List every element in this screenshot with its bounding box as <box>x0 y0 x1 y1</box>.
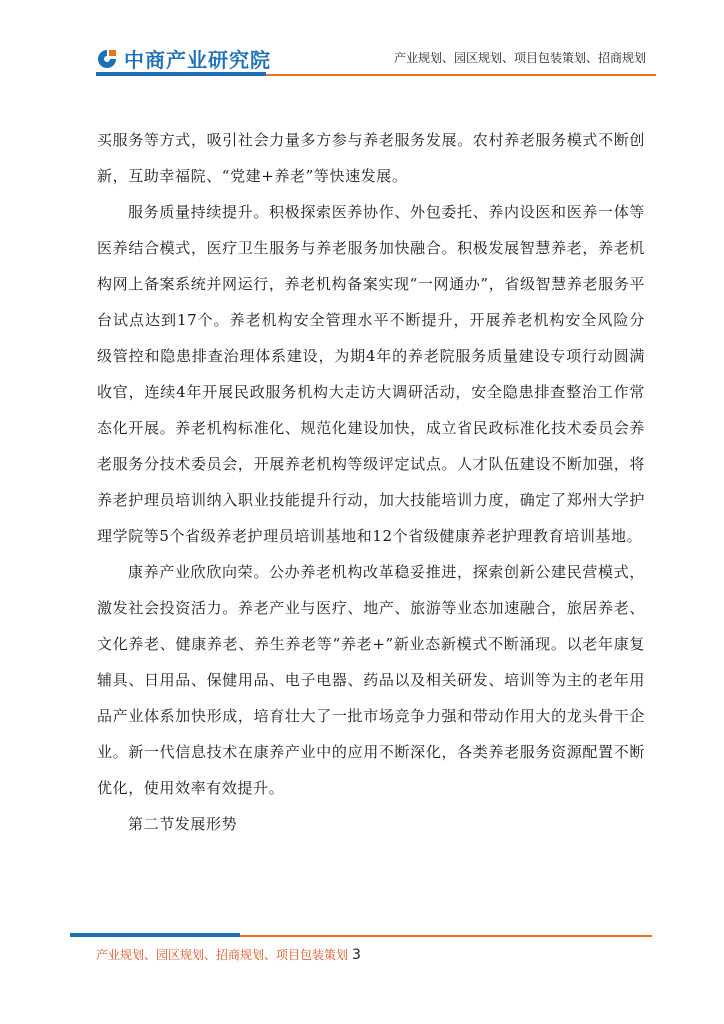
footer-rule-blue <box>70 933 240 937</box>
page-header <box>0 0 724 100</box>
header-tagline: 产业规划、园区规划、项目包装策划、招商规划 <box>393 51 646 65</box>
paragraph-3: 康养产业欣欣向荣。公办养老机构改革稳妥推进，探索创新公建民营模式，激发社会投资活力。养老产业与医疗、地产、旅游等业态加速融合，旅居养老、文化养老、健康养老、养生养老等“养老+”新业态新模式不断涌现。以老年康复辅具、日用品、保健用品、电子电器、药品以及相关研发、培训等为主的老年用品产业体系加快形成，培育壮大了一批市场竞争力强和带动作用大的龙头骨干企业。新一代信息技术在康养产业中的应用不断深化，各类养老服务资源配置不断优化，使用效率有效提升。 <box>97 563 645 797</box>
footer-rule-orange <box>240 935 652 937</box>
header-rule-blue <box>96 72 266 76</box>
section-title: 第二节发展形势 <box>128 815 238 833</box>
document-body <box>97 122 645 842</box>
paragraph-1: 买服务等方式，吸引社会力量多方参与养老服务发展。农村养老服务模式不断创新，互助幸福院、“党建+养老”等快速发展。 <box>97 131 645 185</box>
footer-text: 产业规划、园区规划、招商规划、项目包装策划 <box>96 948 349 962</box>
company-logo <box>96 44 271 73</box>
logo-mark-icon <box>96 48 118 70</box>
logo-text: 中商产业研究院 <box>124 48 271 72</box>
page-number: 3 <box>352 947 361 963</box>
paragraph-2: 服务质量持续提升。积极探索医养协作、外包委托、养内设医和医养一体等医养结合模式，医疗卫生服务与养老服务加快融合。积极发展智慧养老，养老机构网上备案系统并网运行，养老机构备案实现“一网通办”，省级智慧养老服务平台试点达到17个。养老机构安全管理水平不断提升，开展养老机构安全风险分级管控和隐患排查治理体系建设，为期4年的养老院服务质量建设专项行动圆满收官，连续4年开展民政服务机构大走访大调研活动，安全隐患排查整治工作常态化开展。养老机构标准化、规范化建设加快，成立省民政标准化技术委员会养老服务分技术委员会，开展养老机构等级评定试点。人才队伍建设不断加强，将养老护理员培训纳入职业技能提升行动，加大技能培训力度，确定了郑州大学护理学院等5个省级养老护理员培训基地和12个省级健康养老护理教育培训基地。 <box>97 203 645 545</box>
page-footer <box>96 946 361 963</box>
header-rule-orange <box>266 74 656 76</box>
